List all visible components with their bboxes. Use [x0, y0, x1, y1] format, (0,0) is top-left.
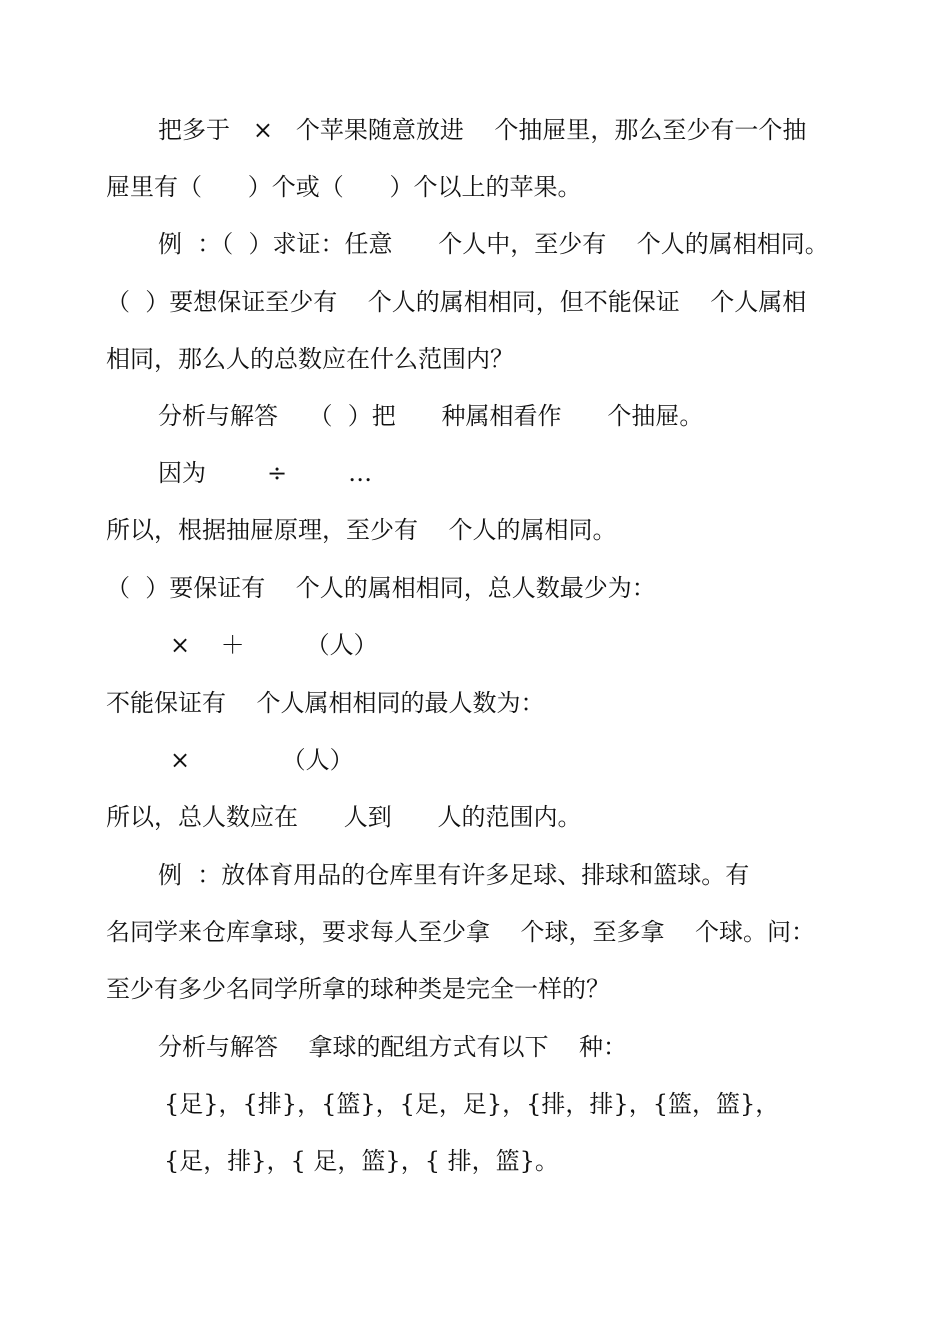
- text-line-4: （ ）要想保证至少有 个人的属相相同，但不能保证 个人属相: [106, 288, 807, 316]
- text-line-11: 不能保证有 个人属相相同的最人数为：: [106, 689, 545, 717]
- text-line-16: 至少有多少名同学所拿的球种类是完全一样的？: [106, 975, 610, 1003]
- text-line-15: 名同学来仓库拿球，要求每人至少拿 个球，至多拿 个球。问：: [106, 918, 816, 946]
- text-line-9: （ ）要保证有 个人的属相相同，总人数最少为：: [106, 574, 656, 602]
- text-line-1: 把多于 × 个苹果随意放进 个抽屉里，那么至少有一个抽: [158, 116, 807, 144]
- text-line-7: 因为 ÷ …: [158, 459, 373, 487]
- text-line-2: 屉里有（ ）个或（ ）个以上的苹果。: [106, 173, 582, 201]
- text-line-8: 所以，根据抽屉原理，至少有 个人的属相同。: [106, 516, 617, 544]
- text-line-19: {足，排}，{ 足，篮}，{ 排，篮}。: [164, 1147, 559, 1175]
- text-line-18: {足}，{排}，{篮}，{足，足}，{排，排}，{篮，篮}，: [164, 1090, 780, 1118]
- text-line-10: × ＋ （人）: [170, 631, 378, 659]
- text-line-6: 分析与解答 （ ）把 种属相看作 个抽屉。: [158, 402, 704, 430]
- text-line-12: × （人）: [170, 746, 354, 774]
- text-line-3: 例 ：（ ）求证：任意 个人中，至少有 个人的属相相同。: [158, 230, 829, 258]
- text-line-13: 所以，总人数应在 人到 人的范围内。: [106, 803, 582, 831]
- text-line-14: 例 ：放体育用品的仓库里有许多足球、排球和篮球。有: [158, 861, 750, 889]
- text-line-17: 分析与解答 拿球的配组方式有以下 种：: [158, 1033, 628, 1061]
- text-line-5: 相同，那么人的总数应在什么范围内？: [106, 345, 514, 373]
